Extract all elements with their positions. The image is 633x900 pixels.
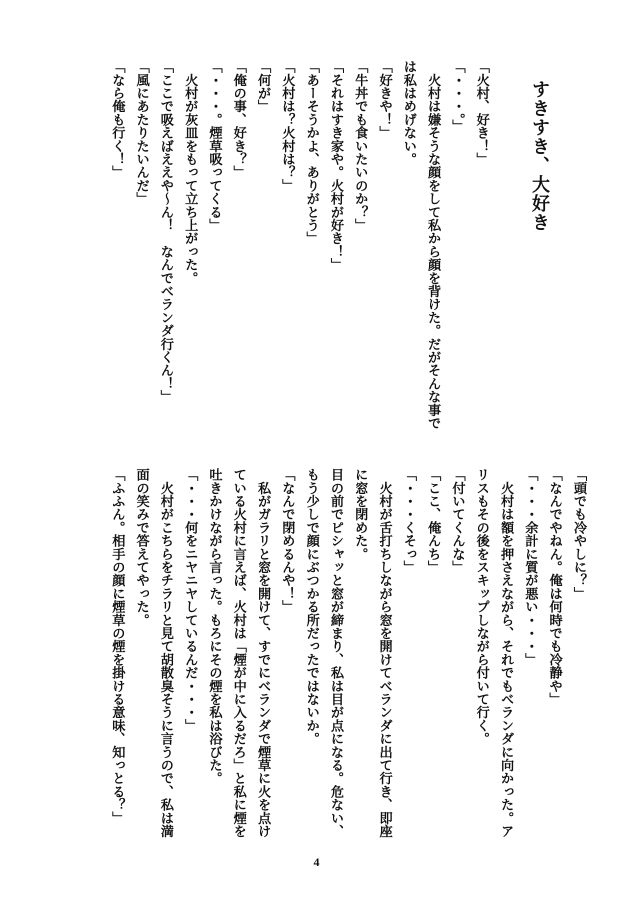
text-block-upper — [104, 60, 493, 440]
text-line: 「火村、好き！」 — [473, 60, 489, 166]
text-line: 吐きかけながら言った。もろにその煙を私は浴びた。 — [206, 468, 222, 785]
text-line: 「・・・くそっ」 — [400, 468, 416, 574]
text-line: 火村は額を押さえながら、それでもベランダに向かった。ア — [498, 468, 514, 838]
text-line: 「なら俺も行く！」 — [109, 60, 125, 179]
page-number: 4 — [313, 855, 320, 869]
text-line: 「俺の事、好き？」 — [230, 60, 246, 179]
text-line: 「付いてくんな」 — [449, 468, 465, 574]
text-line: 私がガラリと窓を開けて、すでにベランダで煙草に火を点け — [255, 468, 271, 838]
text-line: 「牛丼でも食いたいのか？」 — [352, 60, 368, 232]
text-line: 「火村は？火村は？」 — [279, 60, 295, 192]
chapter-title: すきすき、大好き — [529, 80, 550, 232]
text-line: 「・・・。煙草吸ってくる」 — [206, 60, 222, 232]
text-line: 火村が灰皿をもって立ち上がった。 — [182, 60, 198, 285]
text-line: ている火村に言えば、火村は「煙が中に入るだろ」と私に煙を — [230, 468, 246, 838]
text-line: 「ここで吸えばええや～ん！ なんでベランダ行くん！」 — [157, 60, 173, 404]
text-line: 「頭でも冷やしに？」 — [570, 468, 586, 600]
text-line: 「あーそうかよ、ありがとう」 — [303, 60, 319, 245]
text-line: 面の笑みで答えてやった。 — [133, 468, 149, 627]
text-line: 「・・・何をニヤニヤしているんだ・・・」 — [182, 468, 198, 732]
text-line: 「ふふん。相手の顔に煙草の煙を掛ける意味、知っとる？」 — [109, 468, 125, 825]
text-line: リスもその後をスキップしながら付いて行く。 — [473, 468, 489, 746]
text-line: 「なんでやねん。俺は何時でも冷静や」 — [546, 468, 562, 706]
text-line: 「好きや！」 — [376, 60, 392, 140]
text-line: 火村がこちらをチラリと見て胡散臭そうに言うので、私は満 — [157, 468, 173, 838]
text-line: 「風にあたりたいんだ」 — [133, 60, 149, 206]
text-line: もう少しで顔にぶつかる所だったではないか。 — [303, 468, 319, 746]
text-line: に窓を閉めた。 — [352, 468, 368, 561]
text-line: 「・・・余計に質が悪い・・・」 — [522, 468, 538, 666]
text-line: 目の前でピシャッと窓が締まり、私は目が点になる。危ない、 — [327, 468, 343, 838]
text-block-lower — [104, 468, 590, 848]
text-line: 火村は嫌そうな顔をして私から顔を背けた。だがそんな事で — [425, 60, 441, 430]
text-line: は私はめげない。 — [400, 60, 416, 166]
text-line: 「何が」 — [255, 60, 271, 113]
text-line: 「・・・。」 — [449, 60, 465, 133]
text-line: 「それはすき家や。火村が好き！」 — [327, 60, 343, 272]
text-line: 「ここ、俺んち」 — [425, 468, 441, 574]
text-line: 「なんで閉めるんや！」 — [279, 468, 295, 614]
text-line: 火村が舌打ちしながら窓を開けてベランダに出て行き、即座 — [376, 468, 392, 838]
